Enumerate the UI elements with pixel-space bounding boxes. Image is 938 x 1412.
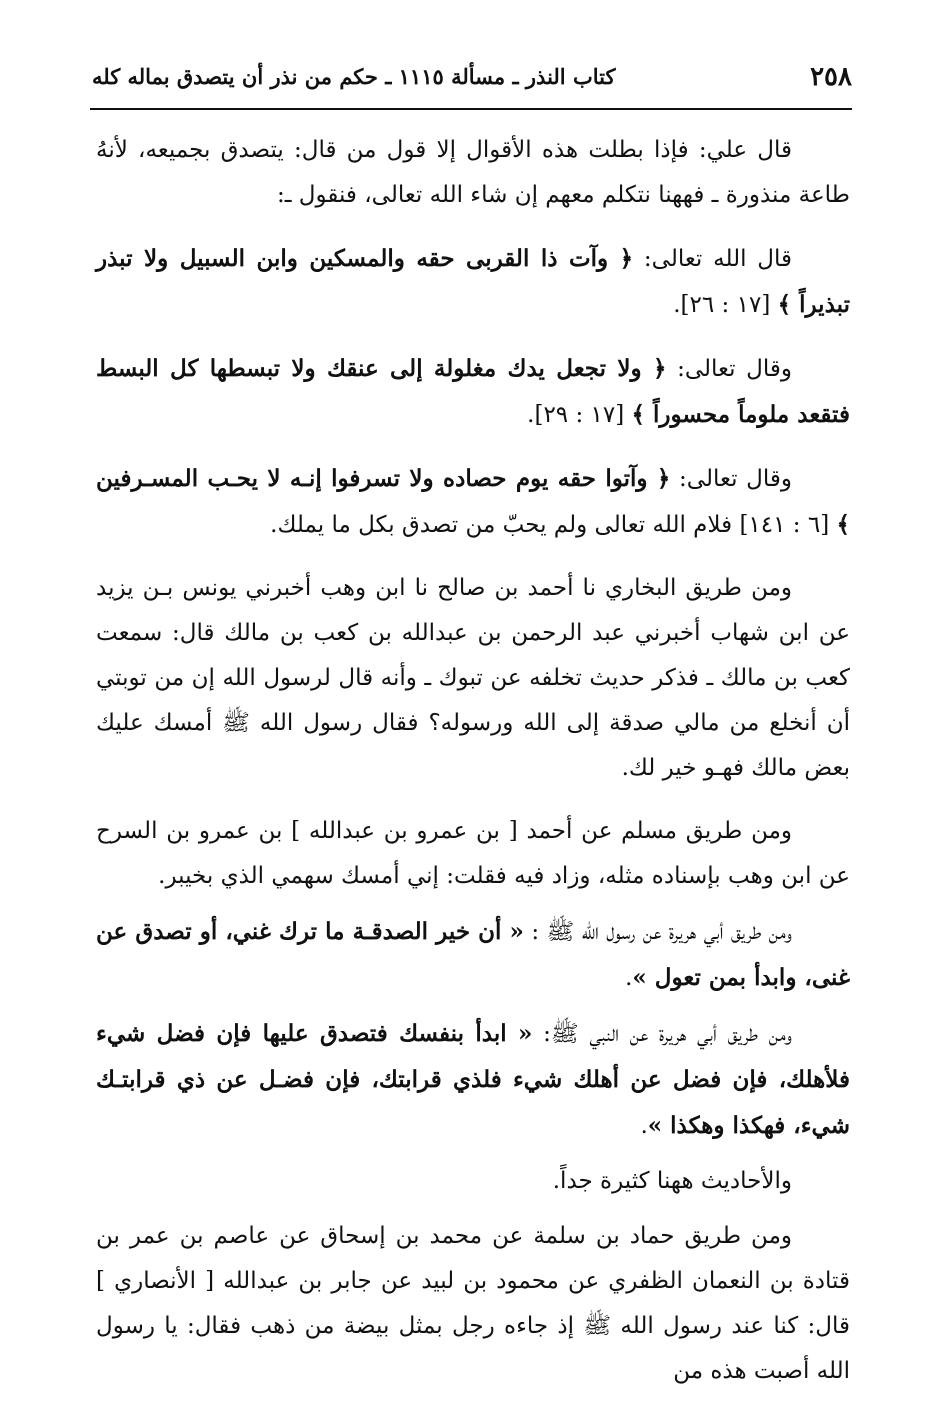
paragraph-lead: وقال تعالى: bbox=[670, 466, 792, 492]
page-number: ٢٥٨ bbox=[810, 62, 852, 92]
header-rule bbox=[90, 108, 852, 110]
running-title: كتاب النذر ـ مسألة ١١١٥ ـ حكم من نذر أن يتصدق بماله كله bbox=[92, 64, 616, 89]
paragraph-tail: . bbox=[640, 1113, 648, 1139]
paragraph-lead: ومن طريق أبي هريرة عن النبي ﷺ: bbox=[532, 1021, 792, 1047]
paragraph-lead: ومن طريق أبي هريرة عن رسول الله ﷺ : bbox=[523, 919, 793, 945]
quran-verse: ﴿ وآت ذا القربى حقه والمسكين وابن السبيل ولا تبذر تبذيراً ﴾ bbox=[96, 245, 850, 318]
verse-reference: [٦ : ١٤١] فلام الله تعالى ولم يحبّ من تصدق بكل ما يملك. bbox=[270, 512, 837, 538]
hadith-text: « ابدأ بنفسك فتصدق عليها فإن فضل شيء فلأهلك، فإن فضل عن أهلك شيء فلذي قرابتك، فإن فضـل عن ذي قرابتـك شيء، فهكذا وهكذا » bbox=[96, 1020, 850, 1139]
paragraph-ali-statement bbox=[96, 128, 850, 218]
page-body bbox=[96, 128, 850, 1412]
paragraph-abu-hurayra-2 bbox=[96, 1011, 850, 1149]
page-header bbox=[92, 58, 852, 98]
paragraph-text: ومن طريق البخاري نا أحمد بن صالح نا ابن وهب أخبرني يونس بـن يزيد عن ابن شهاب أخبرني عبد الرحمن بن عبدالله بن كعب بن مالك قال: سمعت كعب بن مالك ـ فذكر حديث تخلفه عن تبوك ـ وأنه قال لرسول الله إن من توبتي أن أنخلع من مالي صدقة إلى الله ورسوله؟ فقال رسول الله ﷺ أمسك عليك بعض مالك فهـو خير لك. bbox=[96, 575, 850, 781]
paragraph-tail: . bbox=[625, 965, 633, 991]
verse-reference: [١٧ : ٢٦]. bbox=[673, 292, 778, 318]
paragraph-quran-6-141 bbox=[96, 456, 850, 548]
paragraph-many-hadiths bbox=[96, 1159, 850, 1204]
paragraph-abu-hurayra-1 bbox=[96, 909, 850, 1001]
quran-verse: ﴿ وآتوا حقه يوم حصاده ولا تسرفوا إنـه لا يحـب المسـرفين ﴾ bbox=[96, 465, 850, 538]
paragraph-lead: قال الله تعالى: bbox=[633, 246, 792, 272]
verse-reference: [١٧ : ٢٩]. bbox=[527, 402, 632, 428]
paragraph-quran-17-29 bbox=[96, 346, 850, 438]
paragraph-text: ومن طريق مسلم عن أحمد [ بن عمرو بن عبدالله ] بن عمرو بن السرح عن ابن وهب بإسناده مثله، وزاد فيه فقلت: إني أمسك سهمي الذي بخيبر. bbox=[96, 818, 850, 889]
quran-verse: ﴿ ولا تجعل يدك مغلولة إلى عنقك ولا تبسطها كل البسط فتقعد ملوماً محسوراً ﴾ bbox=[96, 355, 850, 428]
paragraph-text: والأحاديث ههنا كثيرة جداً. bbox=[552, 1168, 792, 1194]
paragraph-lead: وقال تعالى: bbox=[666, 356, 792, 382]
paragraph-text: ومن طريق حماد بن سلمة عن محمد بن إسحاق عن عاصم بن عمر بن قتادة بن النعمان الظفري عن محمود بن لبيد عن جابر بن عبدالله [ الأنصاري ] قال: كنا عند رسول الله ﷺ إذ جاءه رجل بمثل بيضة من ذهب فقال: يا رسول الله أصبت هذه من bbox=[96, 1223, 850, 1384]
paragraph-muslim bbox=[96, 809, 850, 899]
hadith-text: « أن خير الصدقـة ما ترك غني، أو تصدق عن غنى، وابدأ بمن تعول » bbox=[96, 918, 850, 991]
paragraph-jabir bbox=[96, 1214, 850, 1394]
paragraph-bukhari bbox=[96, 566, 850, 791]
paragraph-quran-17-26 bbox=[96, 236, 850, 328]
paragraph-text: قال علي: فإذا بطلت هذه الأقوال إلا قول من قال: يتصدق بجميعه، لأنهُ طاعة منذورة ـ فههنا نتكلم معهم إن شاء الله تعالى، فنقول ـ: bbox=[96, 137, 850, 208]
